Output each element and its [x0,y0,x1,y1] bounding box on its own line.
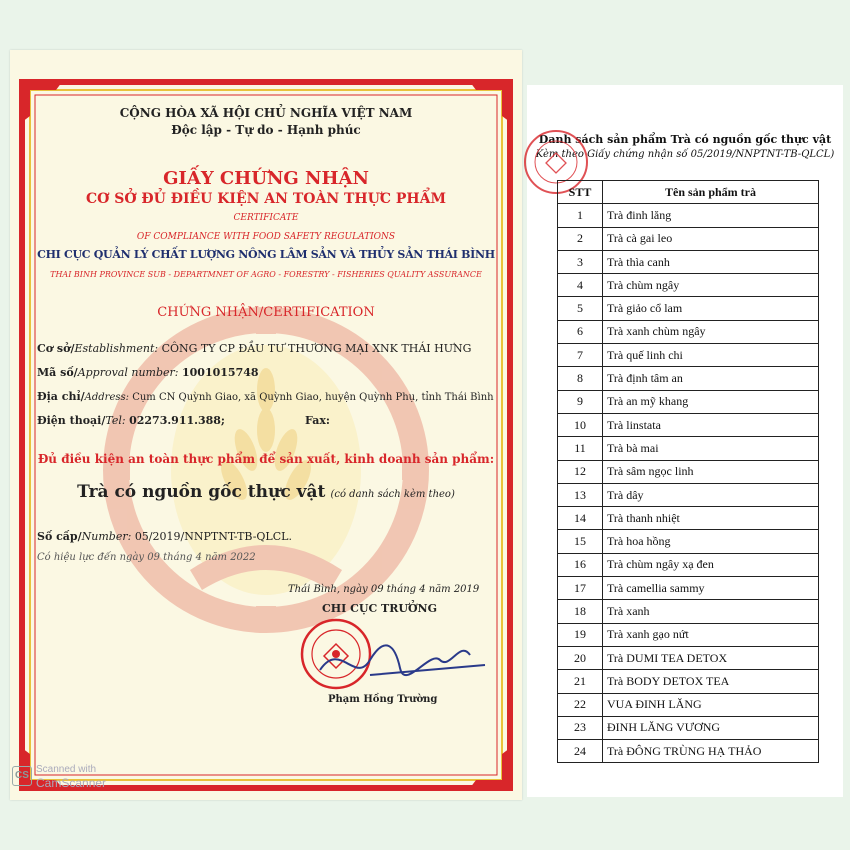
product-row-name: Trà BODY DETOX TEA [603,670,819,693]
issue-place-date: Thái Bình, ngày 09 tháng 4 năm 2019 [288,584,480,595]
product-row-name: Trà thìa canh [603,250,819,273]
product-row-number: 7 [558,344,603,367]
product-row [558,600,819,623]
product-row [558,530,819,553]
product-row-number: 18 [558,600,603,623]
product-row-name: Trà dây [603,483,819,506]
signature-icon [310,630,490,690]
product-row [558,693,819,716]
number-value: 05/2019/NNPTNT-TB-QLCL. [134,530,292,543]
camscanner-line2: CamScanner [36,776,107,790]
number-label: Số cấp/ [37,530,82,543]
product-row-number: 2 [558,227,603,250]
product-row [558,507,819,530]
product-row-name: Trà thanh nhiệt [603,507,819,530]
establishment-label-en: Establishment: [74,342,159,355]
product-row-number: 9 [558,390,603,413]
certificate-title-en: CERTIFICATE [233,213,299,223]
product-row-name: ĐINH LĂNG VƯƠNG [603,716,819,739]
product-row-name: Trà DUMI TEA DETOX [603,646,819,669]
product-row [558,204,819,227]
product-table-body [558,204,819,763]
product-row [558,344,819,367]
product-row-name: Trà giảo cổ lam [603,297,819,320]
certificate-subtitle-en: OF COMPLIANCE WITH FOOD SAFETY REGULATIONS [136,232,396,242]
product-row [558,413,819,436]
product-row-number: 16 [558,553,603,576]
product-main: Trà có nguồn gốc thực vật [77,482,326,502]
product-row [558,227,819,250]
product-row-name: Trà xanh [603,600,819,623]
product-list-title: Danh sách sản phẩm Trà có nguồn gốc thực vật [538,133,832,146]
product-row-number: 4 [558,274,603,297]
product-note: (có danh sách kèm theo) [330,489,455,500]
product-row [558,297,819,320]
address-value: Cụm CN Quỳnh Giao, xã Quỳnh Giao, huyện Quỳnh Phụ, tỉnh Thái Bình [132,392,494,403]
republic-heading: CỘNG HÒA XÃ HỘI CHỦ NGHĨA VIỆT NAM [119,106,413,120]
product-row-number: 8 [558,367,603,390]
column-header-stt: STT [558,181,603,204]
camscanner-watermark [12,764,152,794]
product-row [558,274,819,297]
product-row-number: 15 [558,530,603,553]
product-row-name: Trà đinh lăng [603,204,819,227]
product-row-number: 12 [558,460,603,483]
product-row [558,740,819,763]
product-row-name: Trà linstata [603,413,819,436]
approval-label: Mã số/ [37,366,78,379]
product-row-number: 23 [558,716,603,739]
product-list-subtitle: Kèm theo Giấy chứng nhận số 05/2019/NNPTNT-TB-QLCL) [535,149,835,160]
product-row-name: Trà xanh gạo nứt [603,623,819,646]
product-row [558,670,819,693]
product-row-number: 20 [558,646,603,669]
approval-value: 1001015748 [182,366,259,379]
motto: Độc lập - Tự do - Hạnh phúc [171,123,361,137]
product-row-number: 17 [558,577,603,600]
product-line [10,482,522,502]
product-table-header [558,181,819,204]
product-row [558,646,819,669]
product-row-number: 11 [558,437,603,460]
product-row [558,483,819,506]
product-row [558,716,819,739]
validity-text: Có hiệu lực đến ngày 09 tháng 4 năm 2022 [37,552,256,563]
product-table [557,180,819,763]
establishment-row [37,342,471,355]
signer-name: Phạm Hồng Trường [328,694,438,705]
product-row-number: 21 [558,670,603,693]
approval-label-en: Approval number: [77,366,179,379]
certificate-subtitle-vi: CƠ SỞ ĐỦ ĐIỀU KIỆN AN TOÀN THỰC PHẨM [86,191,446,207]
product-row-number: 19 [558,623,603,646]
establishment-label: Cơ sở/ [37,342,75,355]
product-row [558,623,819,646]
product-row-name: Trà chùm ngây [603,274,819,297]
signer-title: CHI CỤC TRƯỞNG [322,602,438,615]
product-list-page [527,85,843,797]
product-row-number: 22 [558,693,603,716]
product-row-number: 14 [558,507,603,530]
product-row-number: 13 [558,483,603,506]
approval-row [37,366,259,379]
product-row [558,320,819,343]
address-label-en: Address: [84,392,130,403]
product-row [558,553,819,576]
product-row-name: Trà ĐÔNG TRÙNG HẠ THẢO [603,740,819,763]
product-row-name: Trà bà mai [603,437,819,460]
product-row-number: 1 [558,204,603,227]
camscanner-badge: CS [12,766,32,786]
section-heading: CHỨNG NHẬN/CERTIFICATION [157,305,375,320]
address-row [37,390,494,403]
eligibility-statement: Đủ điều kiện an toàn thực phẩm để sản xuất, kinh doanh sản phẩm: [37,452,495,466]
product-row-name: Trà sâm ngọc linh [603,460,819,483]
product-row-name: Trà an mỹ khang [603,390,819,413]
phone-label: Điện thoại/ [37,414,106,427]
product-row-name: VUA ĐINH LĂNG [603,693,819,716]
product-row [558,437,819,460]
product-row-number: 3 [558,250,603,273]
certificate-document [10,50,522,800]
establishment-value: CÔNG TY CP ĐẦU TƯ THƯƠNG MẠI XNK THÁI HƯNG [161,342,472,355]
phone-label-en: Tel: [105,414,126,427]
agency-name-vi: CHI CỤC QUẢN LÝ CHẤT LƯỢNG NÔNG LÂM SẢN VÀ THỦY SẢN THÁI BÌNH [37,248,495,261]
product-row [558,250,819,273]
certificate-title-vi: GIẤY CHỨNG NHẬN [163,168,369,189]
number-row [37,530,292,543]
product-row-number: 5 [558,297,603,320]
address-label: Địa chỉ/ [37,390,85,403]
product-row-name: Trà quế linh chi [603,344,819,367]
product-row-name: Trà xanh chùm ngây [603,320,819,343]
product-row [558,367,819,390]
product-row [558,577,819,600]
product-row-number: 24 [558,740,603,763]
phone-value: 02273.911.388; [129,414,225,427]
product-row [558,460,819,483]
number-label-en: Number: [81,530,132,543]
product-row-number: 10 [558,413,603,436]
product-row-name: Trà chùm ngây xạ đen [603,553,819,576]
product-row-number: 6 [558,320,603,343]
product-row-name: Trà camellia sammy [603,577,819,600]
camscanner-line1: Scanned with [36,764,97,775]
product-row [558,390,819,413]
column-header-name: Tên sản phẩm trà [603,181,819,204]
fax-label: Fax: [305,414,330,427]
product-row-name: Trà hoa hồng [603,530,819,553]
product-row-name: Trà định tâm an [603,367,819,390]
agency-name-en: THAI BINH PROVINCE SUB - DEPARTMNET OF AGRO - FORESTRY - FISHERIES QUALITY ASSURANCE [50,270,482,279]
phone-row [37,414,225,427]
product-row-name: Trà cà gai leo [603,227,819,250]
